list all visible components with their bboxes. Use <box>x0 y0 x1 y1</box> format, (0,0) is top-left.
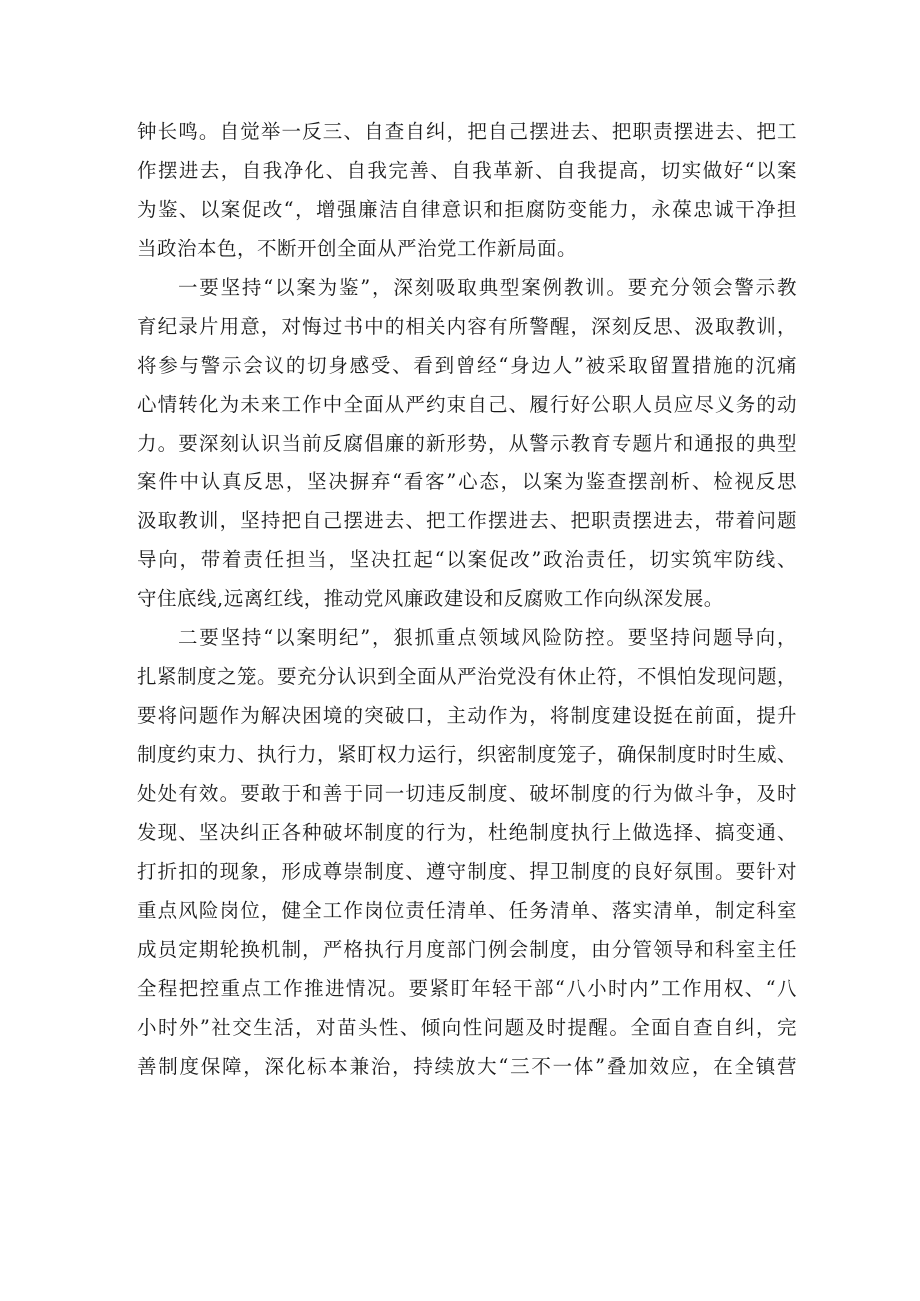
paragraph-line: 扎紧制度之笼。要充分认识到全面从严治党没有休止符，不惧怕发现问题， <box>137 665 798 689</box>
paragraph-line: 力。要深刻认识当前反腐倡廉的新形势，从警示教育专题片和通报的典型 <box>137 431 797 455</box>
paragraph-line: 一要坚持“以案为鉴”，深刻吸取典型案例教训。要充分领会警示教 <box>178 275 797 299</box>
paragraph-line: 钟长鸣。自觉举一反三、自查自纠，把自己摆进去、把职责摆进去、把工 <box>137 120 797 143</box>
paragraph-line: 小时外”社交生活，对苗头性、倾向性问题及时提醒。全面自查自纠，完 <box>137 1015 797 1039</box>
paragraph-line: 导向，带着责任担当，坚决扛起“以案促改”政治责任，切实筑牢防线、 <box>137 548 797 572</box>
paragraph-line: 守住底线,远离红线，推动党风廉政建设和反腐败工作向纵深发展。 <box>137 587 724 611</box>
paragraph-line: 全程把控重点工作推进情况。要紧盯年轻干部“八小时内”工作用权、“八 <box>137 976 797 1000</box>
paragraph-line: 发现、坚决纠正各种破坏制度的行为，杜绝制度执行上做选择、搞变通、 <box>137 820 797 844</box>
paragraph-3 <box>137 619 797 1086</box>
paragraph-line: 心情转化为未来工作中全面从严约束自己、履行好公职人员应尽义务的动 <box>137 392 797 416</box>
paragraph-line: 处处有效。要敢于和善于同一切违反制度、破坏制度的行为做斗争，及时 <box>137 781 797 805</box>
paragraph-1 <box>137 113 797 269</box>
document-body <box>137 113 797 1086</box>
paragraph-2 <box>137 269 797 619</box>
paragraph-line: 重点风险岗位，健全工作岗位责任清单、任务清单、落实清单，制定科室 <box>137 898 797 922</box>
paragraph-line: 二要坚持“以案明纪”，狠抓重点领域风险防控。要坚持问题导向， <box>178 626 797 650</box>
paragraph-line: 汲取教训，坚持把自己摆进去、把工作摆进去、把职责摆进去，带着问题 <box>137 509 797 533</box>
paragraph-line: 作摆进去，自我净化、自我完善、自我革新、自我提高，切实做好“以案 <box>137 158 797 182</box>
paragraph-line: 善制度保障，深化标本兼治，持续放大“三不一体”叠加效应，在全镇营 <box>137 1054 797 1078</box>
paragraph-line: 要将问题作为解决困境的突破口，主动作为，将制度建设挺在前面，提升 <box>137 704 797 728</box>
paragraph-line: 将参与警示会议的切身感受、看到曾经“身边人”被采取留置措施的沉痛 <box>137 353 797 377</box>
paragraph-line: 当政治本色，不断开创全面从严治党工作新局面。 <box>137 236 578 260</box>
paragraph-line: 制度约束力、执行力，紧盯权力运行，织密制度笼子，确保制度时时生威、 <box>137 743 798 766</box>
paragraph-line: 育纪录片用意，对悔过书中的相关内容有所警醒，深刻反思、汲取教训， <box>137 314 797 338</box>
paragraph-line: 打折扣的现象，形成尊崇制度、遵守制度、捍卫制度的良好氛围。要针对 <box>137 859 797 883</box>
paragraph-line: 案件中认真反思，坚决摒弃“看客”心态，以案为鉴查摆剖析、检视反思 <box>137 470 797 494</box>
paragraph-line: 为鉴、以案促改“，增强廉洁自律意识和拒腐防变能力，永葆忠诚干净担 <box>137 197 797 221</box>
paragraph-line: 成员定期轮换机制，严格执行月度部门例会制度，由分管领导和科室主任 <box>137 937 797 961</box>
